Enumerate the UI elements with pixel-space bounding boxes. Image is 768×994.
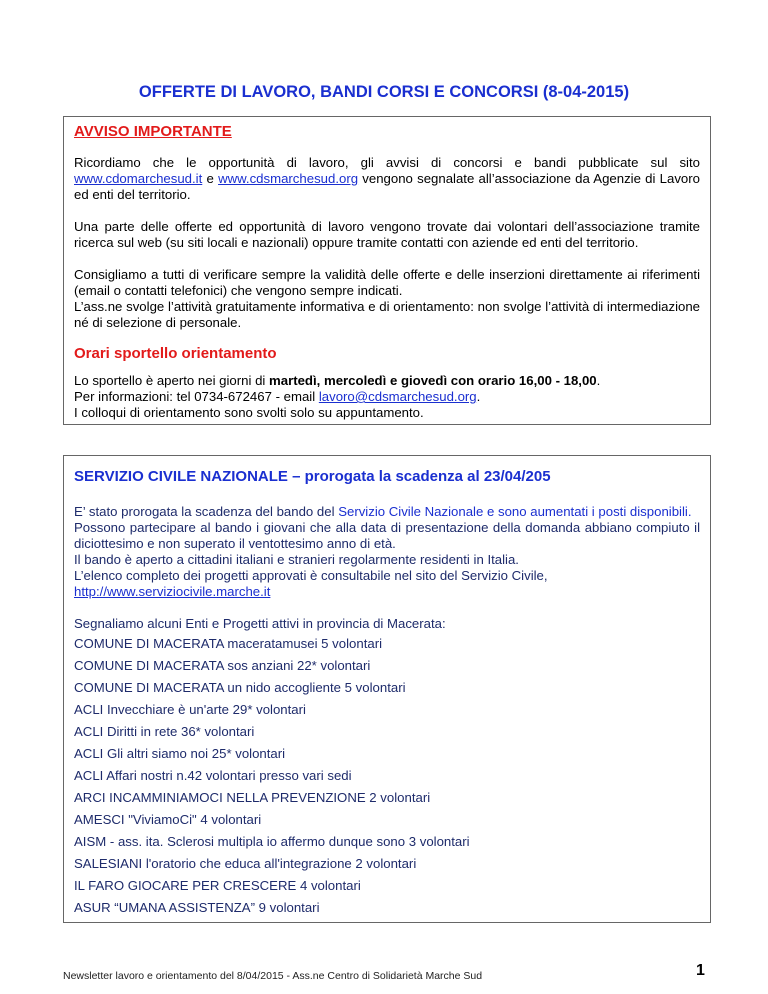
scn-line-2: Possono partecipare al bando i giovani che alla data di presentazione della domanda abbiano compiuto il diciottesimo e non superato il ventottesimo anno di età. [74,520,700,551]
scn-text: E’ stato prorogata la scadenza del bando del [74,504,339,519]
list-item: SALESIANI l'oratorio che educa all'integrazione 2 volontari [74,856,417,871]
scn-line-3: Il bando è aperto a cittadini italiani e stranieri regolarmente residenti in Italia. [74,552,519,567]
orari-text: . [596,373,601,388]
serviziocivile-link[interactable]: http://www.serviziocivile.marche.it [74,584,271,599]
scn-line-1 [74,504,700,520]
avviso-heading: AVVISO IMPORTANTE [74,123,232,140]
scn-heading: SERVIZIO CIVILE NAZIONALE – prorogata la scadenza al 23/04/205 [74,468,551,485]
orari-text: . [476,389,481,404]
list-item: IL FARO GIOCARE PER CRESCERE 4 volontari [74,878,361,893]
list-item: COMUNE DI MACERATA un nido accogliente 5 volontari [74,680,406,695]
avviso-text: vengono segnalate all’associazione da Agenzie di Lavoro ed enti del territorio. [74,171,700,202]
project-list [74,633,700,919]
avviso-paragraph-3: Consigliamo a tutti di verificare sempre la validità delle offerte e delle inserzioni direttamente ai riferimenti (email o contatti telefonici) che vengono sempre indicati. [74,267,700,298]
orari-line-2 [74,389,700,405]
page-title: OFFERTE DI LAVORO, BANDI CORSI E CONCORSI (8-04-2015) [138,83,630,101]
list-item: ACLI Diritti in rete 36* volontari [74,724,255,739]
email-link[interactable]: lavoro@cdsmarchesud.org [318,389,477,404]
link-cdomarchesud[interactable]: www.cdomarchesud.it [74,171,203,186]
servizio-civile-box [63,455,711,923]
page-footer: Newsletter lavoro e orientamento del 8/04/2015 - Ass.ne Centro di Solidarietà Marche Sud [63,970,483,982]
list-item: COMUNE DI MACERATA maceratamusei 5 volontari [74,636,383,651]
avviso-text: e [202,171,219,186]
avviso-paragraph-2: Una parte delle offerte ed opportunità di lavoro vengono trovate dai volontari dell’associazione tramite ricerca sul web (su siti locali e nazionali) oppure tramite contatti con aziende ed enti del territorio. [74,219,700,250]
orari-line-3: I colloqui di orientamento sono svolti solo su appuntamento. [74,405,424,420]
page-number: 1 [696,962,705,979]
avviso-paragraph-4: L’ass.ne svolge l’attività gratuitamente informativa e di orientamento: non svolge l’attività di intermediazione né di selezione di personale. [74,299,700,330]
link-cdsmarchesud[interactable]: www.cdsmarchesud.org [218,171,359,186]
orari-text: Lo sportello è aperto nei giorni di [74,373,270,388]
list-item: ASUR “UMANA ASSISTENZA” 9 volontari [74,900,320,915]
scn-intro: Segnaliamo alcuni Enti e Progetti attivi in provincia di Macerata: [74,616,446,631]
orari-line-1 [74,373,700,389]
list-item: ACLI Gli altri siamo noi 25* volontari [74,746,286,761]
orari-heading: Orari sportello orientamento [74,345,277,362]
scn-text: Servizio Civile Nazionale e sono aumentati i posti disponibili. [338,504,692,519]
avviso-paragraph-1 [74,155,700,203]
scn-line-4: L’elenco completo dei progetti approvati è consultabile nel sito del Servizio Civile, [74,568,548,583]
orari-days: martedì, mercoledì e giovedì con orario 16,00 - 18,00 [269,373,597,388]
orari-text: Per informazioni: tel 0734-672467 - email [74,389,319,404]
list-item: ACLI Affari nostri n.42 volontari presso vari sedi [74,768,352,783]
list-item: AISM - ass. ita. Sclerosi multipla io affermo dunque sono 3 volontari [74,834,470,849]
avviso-text: Ricordiamo che le opportunità di lavoro, gli avvisi di concorsi e bandi pubblicate sul sito [74,155,700,170]
list-item: COMUNE DI MACERATA sos anziani 22* volontari [74,658,371,673]
list-item: ACLI Invecchiare è un'arte 29* volontari [74,702,306,717]
avviso-box [63,116,711,425]
list-item: ARCI INCAMMINIAMOCI NELLA PREVENZIONE 2 volontari [74,790,431,805]
list-item: AMESCI "ViviamoCi" 4 volontari [74,812,262,827]
